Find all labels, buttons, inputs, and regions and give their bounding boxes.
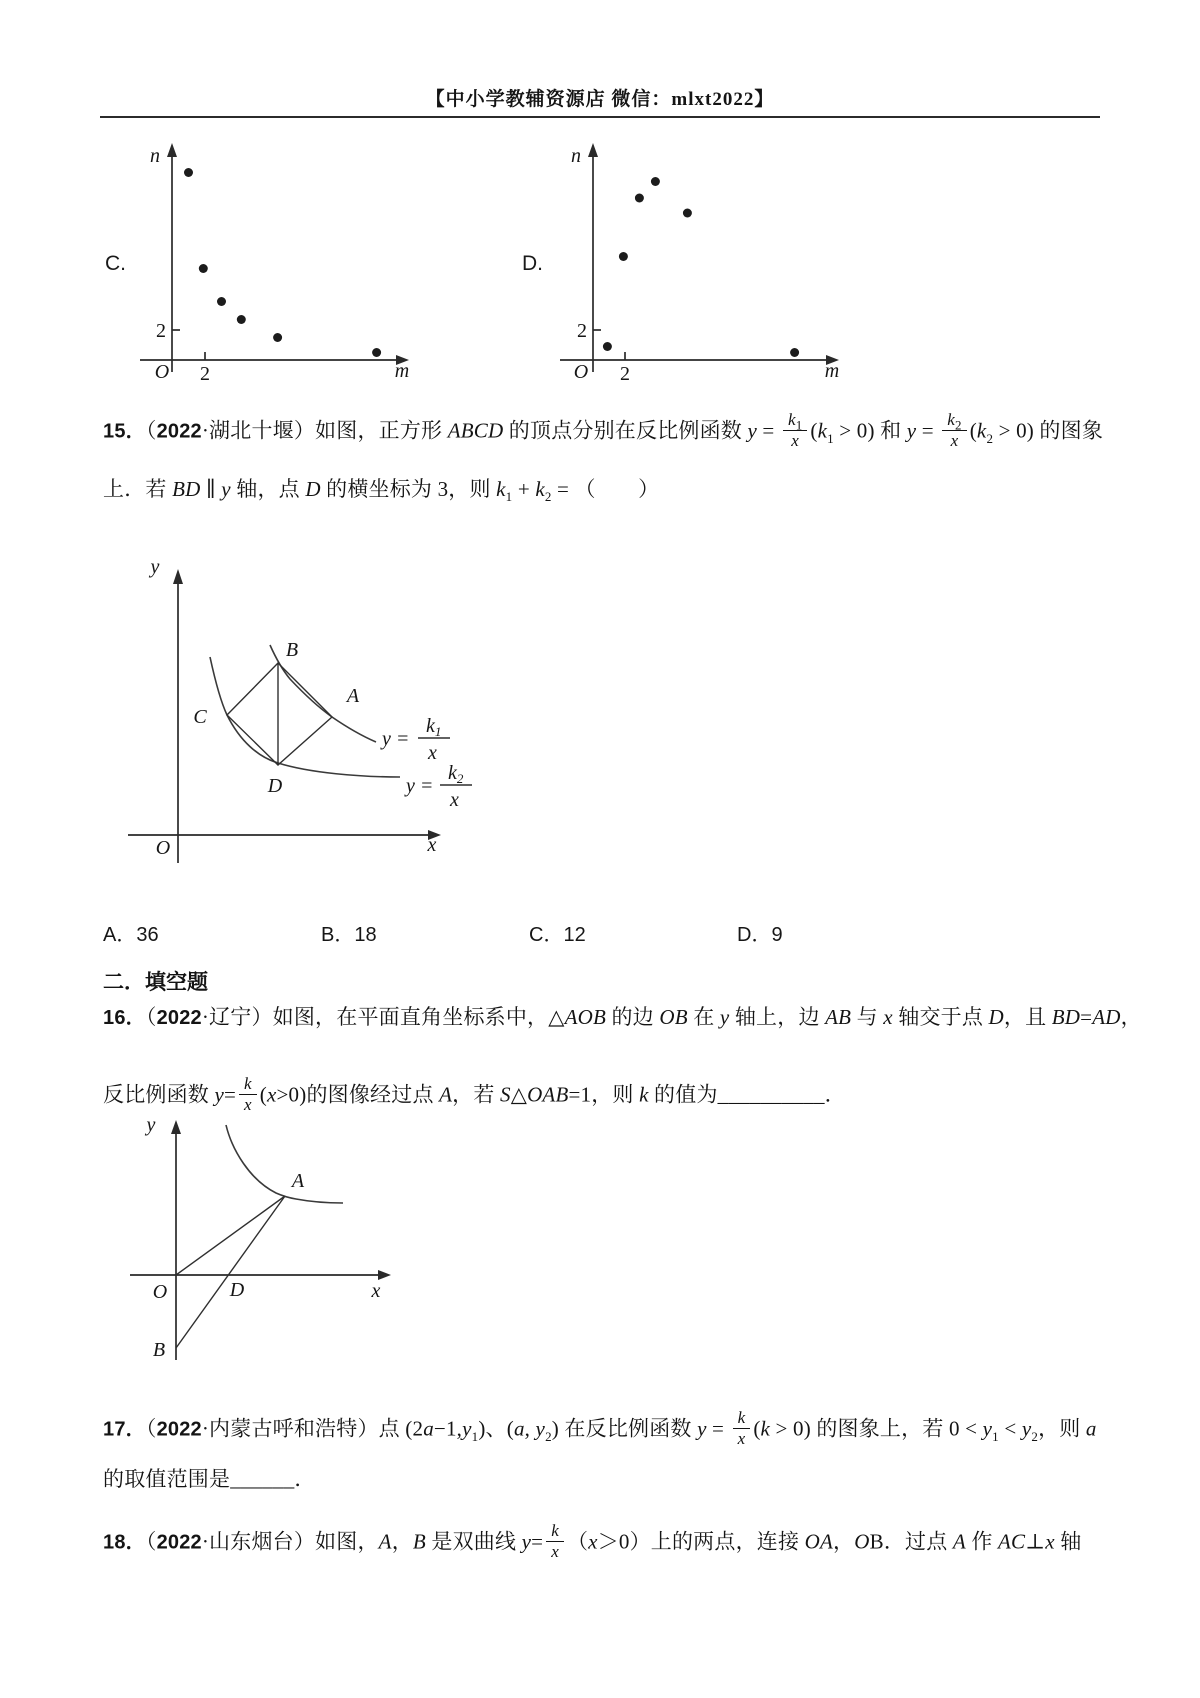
data-point (237, 315, 246, 324)
data-point (603, 342, 612, 351)
x-axis-label: m (394, 360, 410, 382)
y-axis-label: y (146, 1114, 156, 1136)
y-axis-arrow-icon (588, 143, 598, 157)
y-tick-label: 2 (577, 320, 587, 342)
data-point (651, 177, 660, 186)
y-axis-label: n (571, 145, 581, 167)
scatter-plot-d (550, 140, 850, 385)
origin-label: O (155, 837, 171, 859)
y-tick-label: 2 (156, 320, 166, 342)
x-tick-label: 2 (200, 363, 210, 385)
option-b: B．18 (321, 924, 377, 946)
data-point (619, 252, 628, 261)
option-a: A．36 (103, 924, 159, 946)
y-axis-label: y (150, 556, 160, 578)
origin-label: O (152, 1281, 168, 1303)
scatter-points (603, 177, 799, 357)
x-tick-label: 2 (620, 363, 630, 385)
equation-k1-lhs: y = (382, 728, 410, 750)
question-16-line-2: 反比例函数 y= $\frac{k}{x}$ (x>0)的图像经过点 A，若 S△OAB=1，则 k 的值为__________． (103, 1074, 846, 1115)
data-point (635, 194, 644, 203)
y-axis-arrow-icon (171, 1120, 181, 1134)
data-point (199, 264, 208, 273)
point-a-label: A (346, 685, 360, 707)
data-point (184, 168, 193, 177)
option-d: D．9 (737, 924, 783, 946)
equation-k2 (404, 762, 472, 811)
question-16-figure (110, 1115, 410, 1370)
x-axis-arrow-icon (378, 1270, 391, 1280)
option-c: C．12 (529, 924, 586, 946)
y-axis-label: n (150, 145, 160, 167)
equation-k1-denominator: x (428, 742, 437, 764)
x-axis-label: m (824, 360, 840, 382)
data-point (217, 297, 226, 306)
scatter-plot-c (130, 140, 420, 385)
segment-oa (176, 1196, 285, 1275)
question-15-line-1: 15．（2022·湖北十堰）如图，正方形 ABCD 的顶点分别在反比例函数 y = $\frac{k_1}{x}$ $(k_1 > 0)$ 和 y = $\frac{k_2}{x}$ $(k_2 > 0)$ 的图象 (103, 410, 1104, 451)
point-a-label: A (291, 1170, 305, 1192)
option-d-figure-label: D. (522, 252, 543, 275)
data-point (372, 348, 381, 357)
point-d-label: D (229, 1279, 245, 1301)
question-17-line-2: 的取值范围是______． (103, 1467, 316, 1491)
point-b-label: B (152, 1339, 166, 1361)
hyperbola-curve (226, 1125, 343, 1203)
x-axis-label: x (427, 834, 437, 856)
x-axis-label: x (371, 1280, 381, 1302)
square-abcd (227, 663, 332, 765)
origin-label: O (573, 361, 589, 383)
option-c-figure-label: C. (105, 252, 126, 275)
y-axis-arrow-icon (173, 569, 183, 584)
equation-k2-denominator: x (450, 789, 459, 811)
equation-k1 (380, 715, 450, 764)
question-15-figure (110, 555, 480, 875)
equation-k1-numerator: $k_1$ (426, 715, 442, 739)
origin-label: O (154, 361, 170, 383)
point-b-label: B (285, 639, 299, 661)
question-18-line-1: 18．（2022·山东烟台）如图，A，B 是双曲线 y= $\frac{k}{x}$ （x＞0）上的两点，连接 OA，OB．过点 A 作 AC⊥x 轴 (103, 1521, 1082, 1562)
data-point (683, 209, 692, 218)
y-axis-arrow-icon (167, 143, 177, 157)
data-point (790, 348, 799, 357)
data-point (273, 333, 282, 342)
page-header-title: 【中小学教辅资源店 微信：mlxt2022】 (425, 89, 775, 110)
section-2-title: 二．填空题 (103, 970, 208, 994)
point-d-label: D (267, 775, 283, 797)
question-16-line-1: 16．（2022·辽宁）如图，在平面直角坐标系中，△AOB 的边 OB 在 y 轴上，边 AB 与 x 轴交于点 D，且 BD=AD， (103, 1005, 1142, 1029)
point-c-label: C (193, 706, 207, 728)
header-divider (100, 116, 1100, 118)
hyperbola-k2-curve (210, 657, 400, 777)
question-15-line-2: 上．若 BD ∥ y 轴，点 D 的横坐标为 3，则 $k_1 + k_2$ = （ ） (103, 477, 660, 505)
segment-ba (176, 1196, 285, 1348)
scatter-points (184, 168, 381, 357)
equation-k2-lhs: y = (406, 775, 434, 797)
equation-k2-numerator: $k_2$ (448, 762, 464, 786)
question-17-line-1: 17．（2022·内蒙古呼和浩特）点 $(2a-1,y_1)$、(a, $y_2$) 在反比例函数 y = $\frac{k}{x}$ (k > 0) 的图象上，若 $0 < y_1 < y_2$，则 a (103, 1408, 1097, 1449)
